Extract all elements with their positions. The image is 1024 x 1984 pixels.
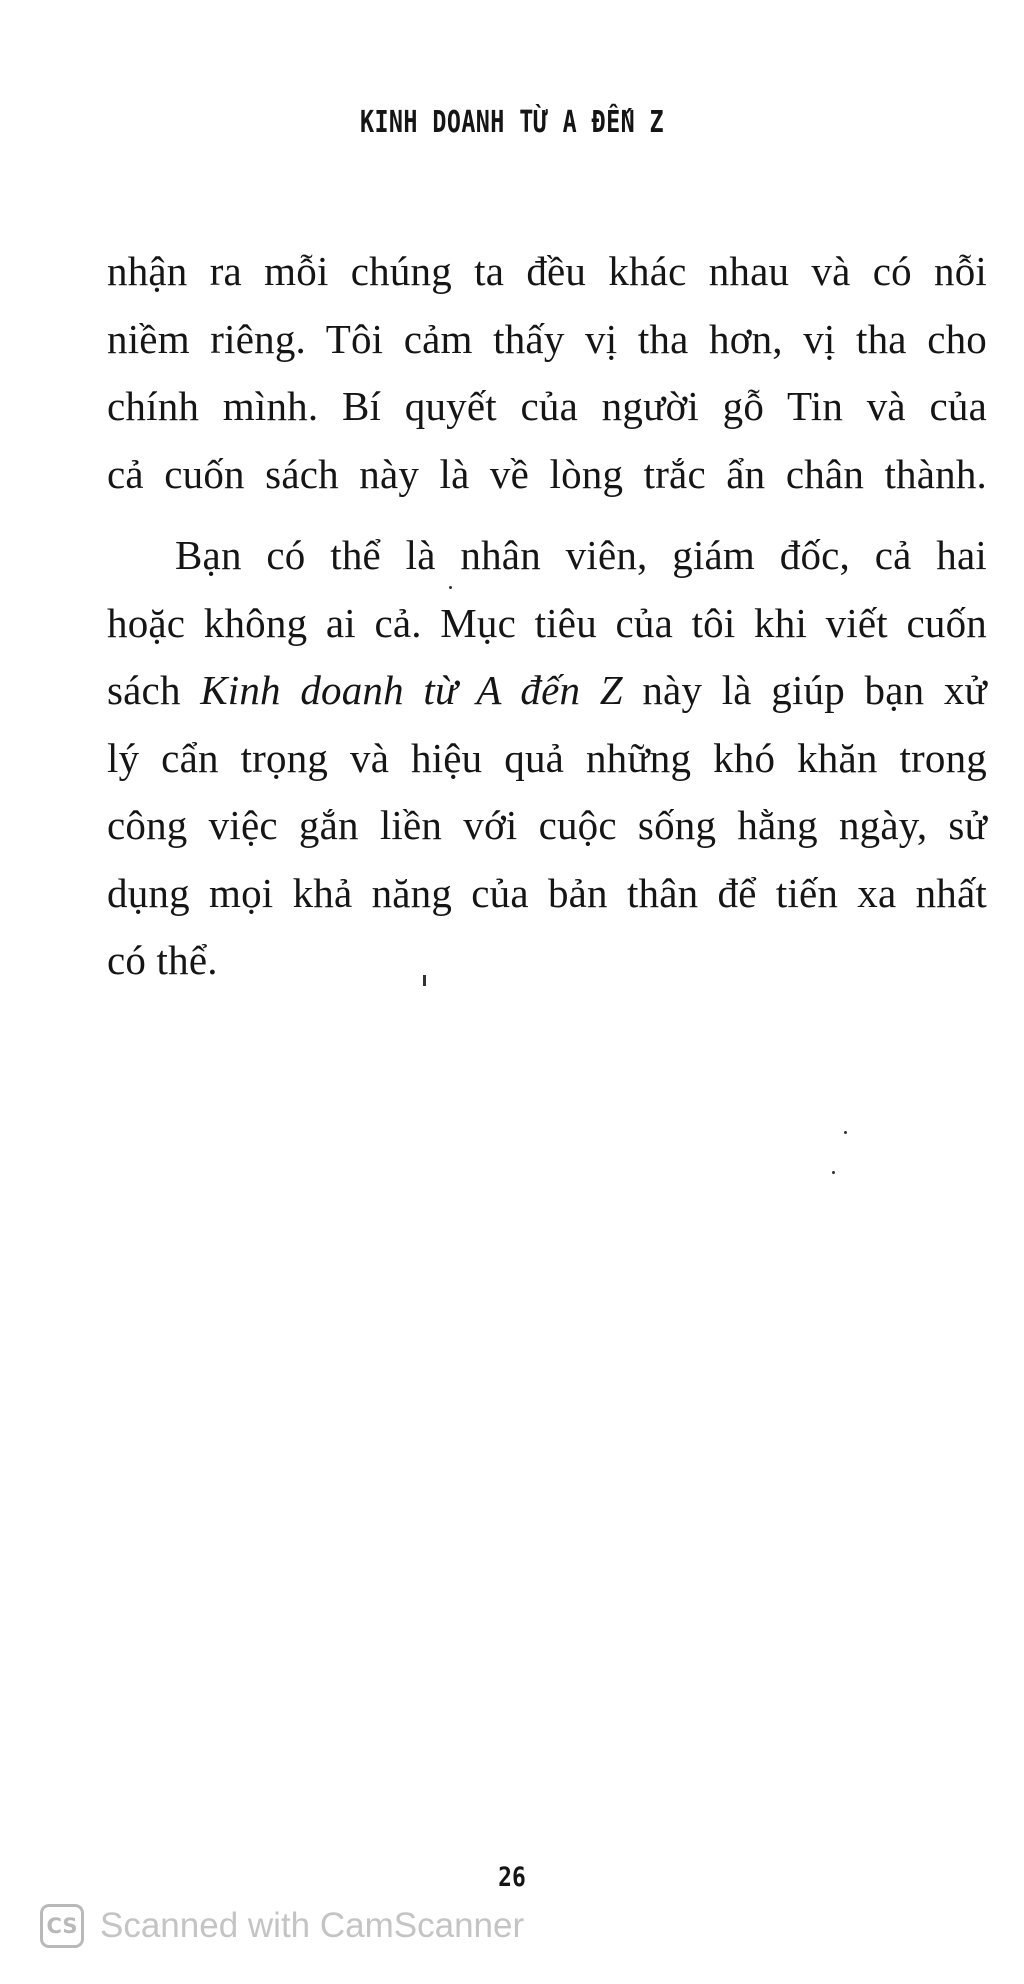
text-line: công việc gắn liền với cuộc sống hằng ngày, sử	[107, 802, 987, 848]
paragraph-1	[107, 238, 987, 508]
text-line: Bạn có thể là nhân viên, giám đốc, cả hai	[175, 532, 987, 578]
text-fragment: này là giúp bạn xử	[642, 667, 987, 713]
scan-speck	[449, 586, 452, 589]
scan-speck	[832, 1171, 835, 1174]
paragraph-2	[107, 522, 987, 995]
camscanner-logo-icon: CS	[40, 1904, 84, 1948]
text-line: chính mình. Bí quyết của người gỗ Tin và của	[107, 383, 987, 429]
running-header: KINH DOANH TỪ A ĐẾN Z	[359, 105, 665, 140]
text-line: nhận ra mỗi chúng ta đều khác nhau và có nỗi	[107, 248, 987, 294]
text-line-with-title	[107, 657, 987, 725]
watermark-text: Scanned with CamScanner	[100, 1906, 525, 1945]
text-line: dụng mọi khả năng của bản thân để tiến xa nhất	[107, 869, 987, 916]
text-line: cả cuốn sách này là về lòng trắc ẩn chân thành.	[107, 450, 987, 497]
page-number: 26	[498, 1862, 526, 1893]
text-line: lý cẩn trọng và hiệu quả những khó khăn trong	[107, 734, 987, 781]
text-line: có thể.	[107, 937, 218, 983]
text-line: hoặc không ai cả. Mục tiêu của tôi khi viết cuốn	[107, 599, 987, 646]
text-line: niềm riêng. Tôi cảm thấy vị tha hơn, vị tha cho	[107, 315, 987, 362]
book-title: Kinh doanh từ A đến Z	[200, 667, 623, 713]
camscanner-watermark	[40, 1900, 524, 1952]
scan-speck	[844, 1131, 847, 1134]
text-fragment: sách	[107, 667, 181, 713]
scan-speck	[423, 975, 426, 986]
